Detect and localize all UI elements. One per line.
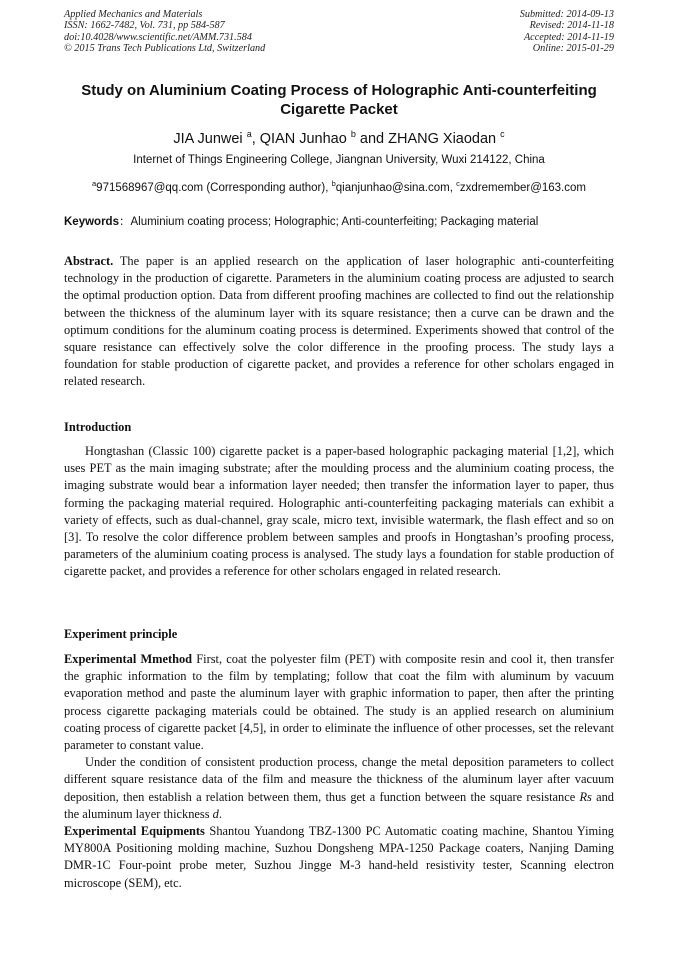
equipment-text: Shantou Yuandong TBZ-1300 PC Automatic coating machine, Shantou Yiming MY800A Positioning molding machine, Suzhou Dongsheng MPA-1250 Package coaters, Nanjing Daming DMR-1C Four-point probe meter, Suzhou Jingge M-3 hand-held resistivity tester, Scanning electron microscope (SEM), etc. (64, 824, 614, 890)
keywords-separator: ： (118, 216, 131, 228)
method-paragraph (64, 651, 614, 754)
author-name: QIAN Junhao (259, 130, 347, 147)
submission-dates (520, 9, 614, 55)
method-text: First, coat the polyester film (PET) with composite resin and cool it, then transfer the graphic information to the film by templating; follow that coat the film with aluminum by vacuum evaporation method and paste the aluminum layer with graphic information to paper, then after the printing process cigarette packaging materials could be obtained. The study is an applied research on aluminium coating process of cigarette packet [4,5], in order to eliminate the influence of other processes, set the relevant parameter to constant value. (64, 652, 614, 753)
relation-text: and the aluminum layer thickness (64, 789, 614, 821)
relation-text: Under the condition of consistent production process, change the metal deposition parameters to collect different square resistance data of the film and measure the thickness of the aluminum layer after vacuum deposition, then establish a relation between them, thus get a function between the square resistance (64, 755, 614, 804)
equipment-paragraph (64, 823, 614, 892)
author-separator: and (355, 130, 389, 147)
method-label: Experimental Mmethod (64, 652, 193, 666)
affiliation: Internet of Things Engineering College, Jiangnan University, Wuxi 214122, China (133, 154, 545, 166)
online-date: Online: 2015-01-29 (532, 43, 614, 55)
author-emails (40, 177, 638, 195)
author-separator: , (251, 130, 260, 147)
author-superscript: a (246, 129, 252, 139)
keywords (64, 215, 624, 229)
journal-info (64, 9, 265, 55)
author-name: ZHANG Xiaodan (388, 130, 497, 147)
introduction-body (64, 443, 614, 581)
introduction-text: Hongtashan (Classic 100) cigarette packet is a paper-based holographic packaging material [1,2], which uses PET as the main imaging substrate; after the moulding process and the aluminium coating process, the imaging substrate would bear a information layer needed; then transfer the information layer to paper, thus forming the packaging material required. Holographic anti-counterfeiting packaging materials can exhibit a variety of effects, such as dual-channel, gray scale, micro text, invisible watermark, the flash effect and so on [3]. To resolve the color difference problem between samples and proofs in Hongtashan’s proofing process, parameters of the aluminium coating process is analysed. The study lays a foundation for stable production of cigarette packet, and provides a reference for other scholars engaged in related research. (64, 444, 614, 579)
email-address: 971568967@qq.com (Corresponding author), (96, 181, 332, 194)
accepted-date: Accepted: 2014-11-19 (523, 31, 614, 43)
email-address: zxdremember@163.com (459, 181, 586, 194)
journal-name: Applied Mechanics and Materials (64, 9, 203, 20)
symbol-d: d (212, 806, 219, 821)
email-address: qianjunhao@sina.com, (335, 181, 457, 194)
symbol-rs: Rs (579, 789, 592, 804)
keywords-label: Keywords (64, 216, 119, 228)
doi-line: doi:10.4028/www.scientific.net/AMM.731.584 (64, 31, 252, 43)
author-list (40, 125, 638, 148)
revised-date: Revised: 2014-11-18 (529, 20, 614, 32)
abstract-label: Abstract. (64, 254, 114, 268)
equipment-label: Experimental Equipments (64, 824, 205, 839)
email-superscript: a (92, 179, 97, 188)
title-line-2: Cigarette Packet (280, 101, 398, 118)
abstract (64, 253, 614, 391)
relation-text: . (218, 806, 222, 821)
title-line-1: Study on Aluminium Coating Process of Holographic Anti-counterfeiting (81, 82, 597, 99)
author-superscript: c (500, 129, 505, 139)
abstract-text: The paper is an applied research on the application of laser holographic anti-counterfeiting technology in the production of cigarette. Parameters in the aluminium coating process are adjusted to search the optimal production option. Data from different proofing machines are collected to find out the relationship between the thickness of the aluminum layer with its square resistance; then a curve can be drawn and the optimum conditions for the aluminum coating process is determined. Experiments showed that control of the square resistance can effectively solve the color difference in the proofing process. The study lays a foundation for stable production of cigarette packet, and provides a reference for other scholars engaged in related research. (64, 254, 614, 389)
email-superscript: c (456, 179, 460, 188)
experiment-heading: Experiment principle (64, 627, 178, 641)
experiment-body (64, 651, 614, 892)
author-name: JIA Junwei (173, 130, 243, 147)
paper-title (40, 81, 638, 119)
introduction-heading: Introduction (64, 420, 132, 434)
relation-paragraph (64, 754, 614, 823)
issn-line: ISSN: 1662-7482, Vol. 731, pp 584-587 (64, 20, 225, 32)
keywords-text: Aluminium coating process; Holographic; Anti-counterfeiting; Packaging material (130, 216, 539, 228)
email-superscript: b (331, 179, 336, 188)
submitted-date: Submitted: 2014-09-13 (519, 9, 614, 20)
author-superscript: b (350, 129, 356, 139)
copyright-line: © 2015 Trans Tech Publications Ltd, Switzerland (64, 43, 266, 55)
